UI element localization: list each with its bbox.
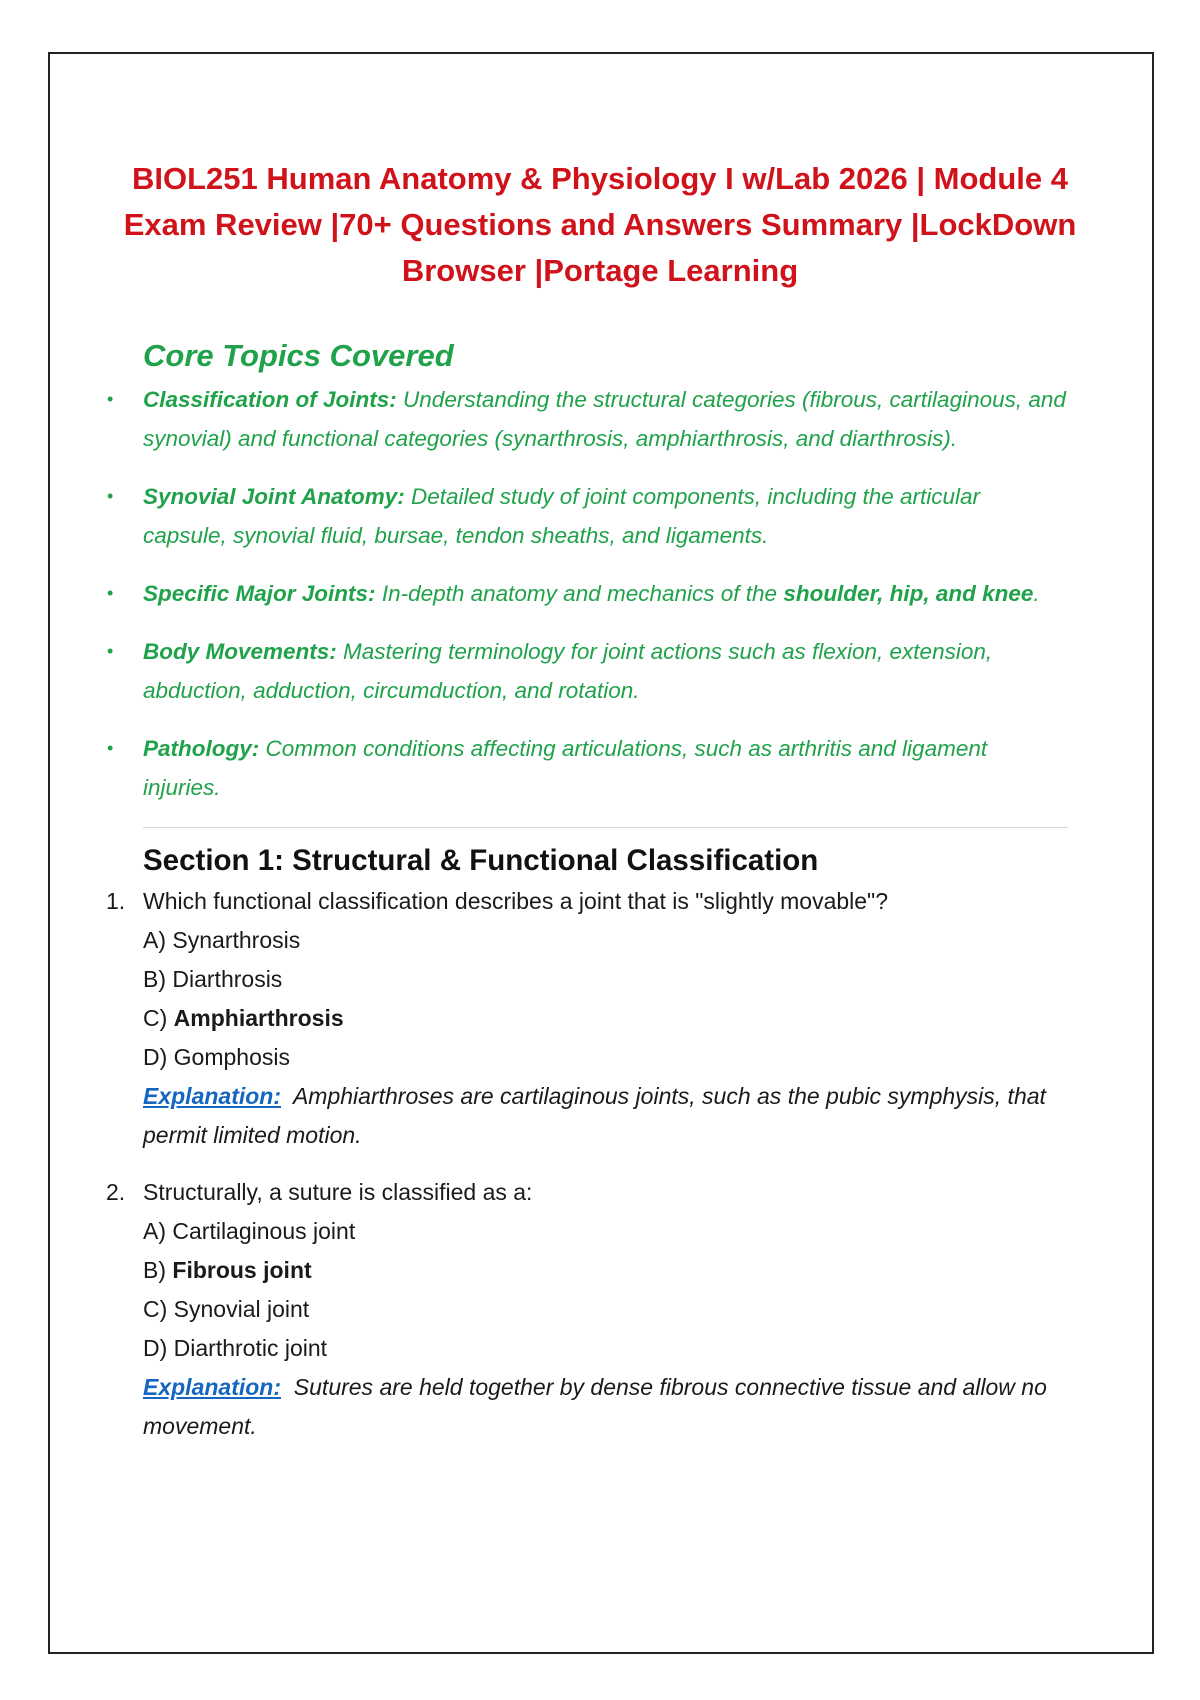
question-item [106, 1173, 1068, 1446]
document-body [106, 336, 1068, 1446]
section-title: Section 1: Structural & Functional Classification [143, 844, 819, 877]
topic-text: In-depth anatomy and mechanics of the [375, 581, 784, 606]
topic-label: Specific Major Joints: [143, 581, 376, 606]
option-letter: B) [143, 966, 166, 992]
answer-option [143, 960, 1068, 999]
option-text: Cartilaginous joint [172, 1218, 356, 1244]
option-text: Diarthrosis [172, 966, 283, 992]
title-line: Browser |Portage Learning [401, 253, 799, 288]
document-title [120, 156, 1080, 294]
answer-option [143, 1038, 1068, 1077]
option-text: Amphiarthrosis [173, 1005, 344, 1031]
topic-item [107, 574, 1068, 613]
explanation-label: Explanation: [143, 1374, 282, 1400]
bullet-icon: • [107, 389, 114, 409]
question-text: Which functional classification describes a joint that is "slightly movable"? [143, 888, 889, 914]
answer-option [143, 921, 1068, 960]
topic-bold-text: shoulder, hip, and knee [783, 581, 1034, 606]
option-letter: A) [143, 927, 166, 953]
topic-label: Body Movements: [143, 639, 337, 664]
topic-text: Detailed study of joint components, including the articular capsule, synovial fluid, bursae, tendon sheaths, and ligaments. [143, 484, 981, 548]
topic-text: Understanding the structural categories (fibrous, cartilaginous, and synovial) and functional categories (synarthrosis, amphiarthrosis, and diarthrosis). [143, 387, 1066, 451]
topic-label: Pathology: [143, 736, 260, 761]
bullet-icon: • [107, 738, 114, 758]
option-letter: D) [143, 1335, 168, 1361]
topic-item [107, 632, 1068, 710]
option-text: Diarthrotic joint [173, 1335, 328, 1361]
answer-option [143, 1329, 1068, 1368]
option-letter: B) [143, 1257, 166, 1283]
option-letter: D) [143, 1044, 168, 1070]
explanation-text: Amphiarthroses are cartilaginous joints, such as the pubic symphysis, that permit limited motion. [143, 1083, 1046, 1148]
option-letter: C) [143, 1005, 168, 1031]
option-text: Synovial joint [173, 1296, 310, 1322]
explanation [143, 1077, 1068, 1155]
question-number: 1. [106, 888, 126, 914]
option-letter: A) [143, 1218, 166, 1244]
topic-item [107, 477, 1068, 555]
topic-item [107, 729, 1068, 807]
topics-heading: Core Topics Covered [143, 338, 454, 373]
topic-text-end: . [1033, 581, 1040, 606]
topics-list [107, 380, 1068, 807]
topic-label: Classification of Joints: [143, 387, 397, 412]
bullet-icon: • [107, 486, 114, 506]
answer-option [143, 1290, 1068, 1329]
bullet-icon: • [107, 583, 114, 603]
option-text: Gomphosis [173, 1044, 290, 1070]
answer-option [143, 1212, 1068, 1251]
topic-text: Mastering terminology for joint actions such as flexion, extension, abduction, adduction, circumduction, and rotation. [143, 639, 993, 703]
section-divider [143, 827, 1068, 828]
topic-text: Common conditions affecting articulations, such as arthritis and ligament injuries. [143, 736, 988, 800]
topic-label: Synovial Joint Anatomy: [143, 484, 405, 509]
question-item [106, 882, 1068, 1155]
answer-option-correct [143, 1251, 1068, 1290]
title-line: BIOL251 Human Anatomy & Physiology I w/Lab 2026 | Module 4 [131, 161, 1068, 196]
answer-option-correct [143, 999, 1068, 1038]
bullet-icon: • [107, 641, 114, 661]
option-letter: C) [143, 1296, 168, 1322]
title-line: Exam Review |70+ Questions and Answers Summary |LockDown [123, 207, 1077, 242]
option-text: Fibrous joint [172, 1257, 312, 1283]
question-text: Structurally, a suture is classified as a: [143, 1179, 533, 1205]
explanation [143, 1368, 1068, 1446]
explanation-label: Explanation: [143, 1083, 282, 1109]
explanation-text: Sutures are held together by dense fibrous connective tissue and allow no movement. [143, 1374, 1047, 1439]
option-text: Synarthrosis [172, 927, 301, 953]
topic-item [107, 380, 1068, 458]
question-number: 2. [106, 1179, 126, 1205]
